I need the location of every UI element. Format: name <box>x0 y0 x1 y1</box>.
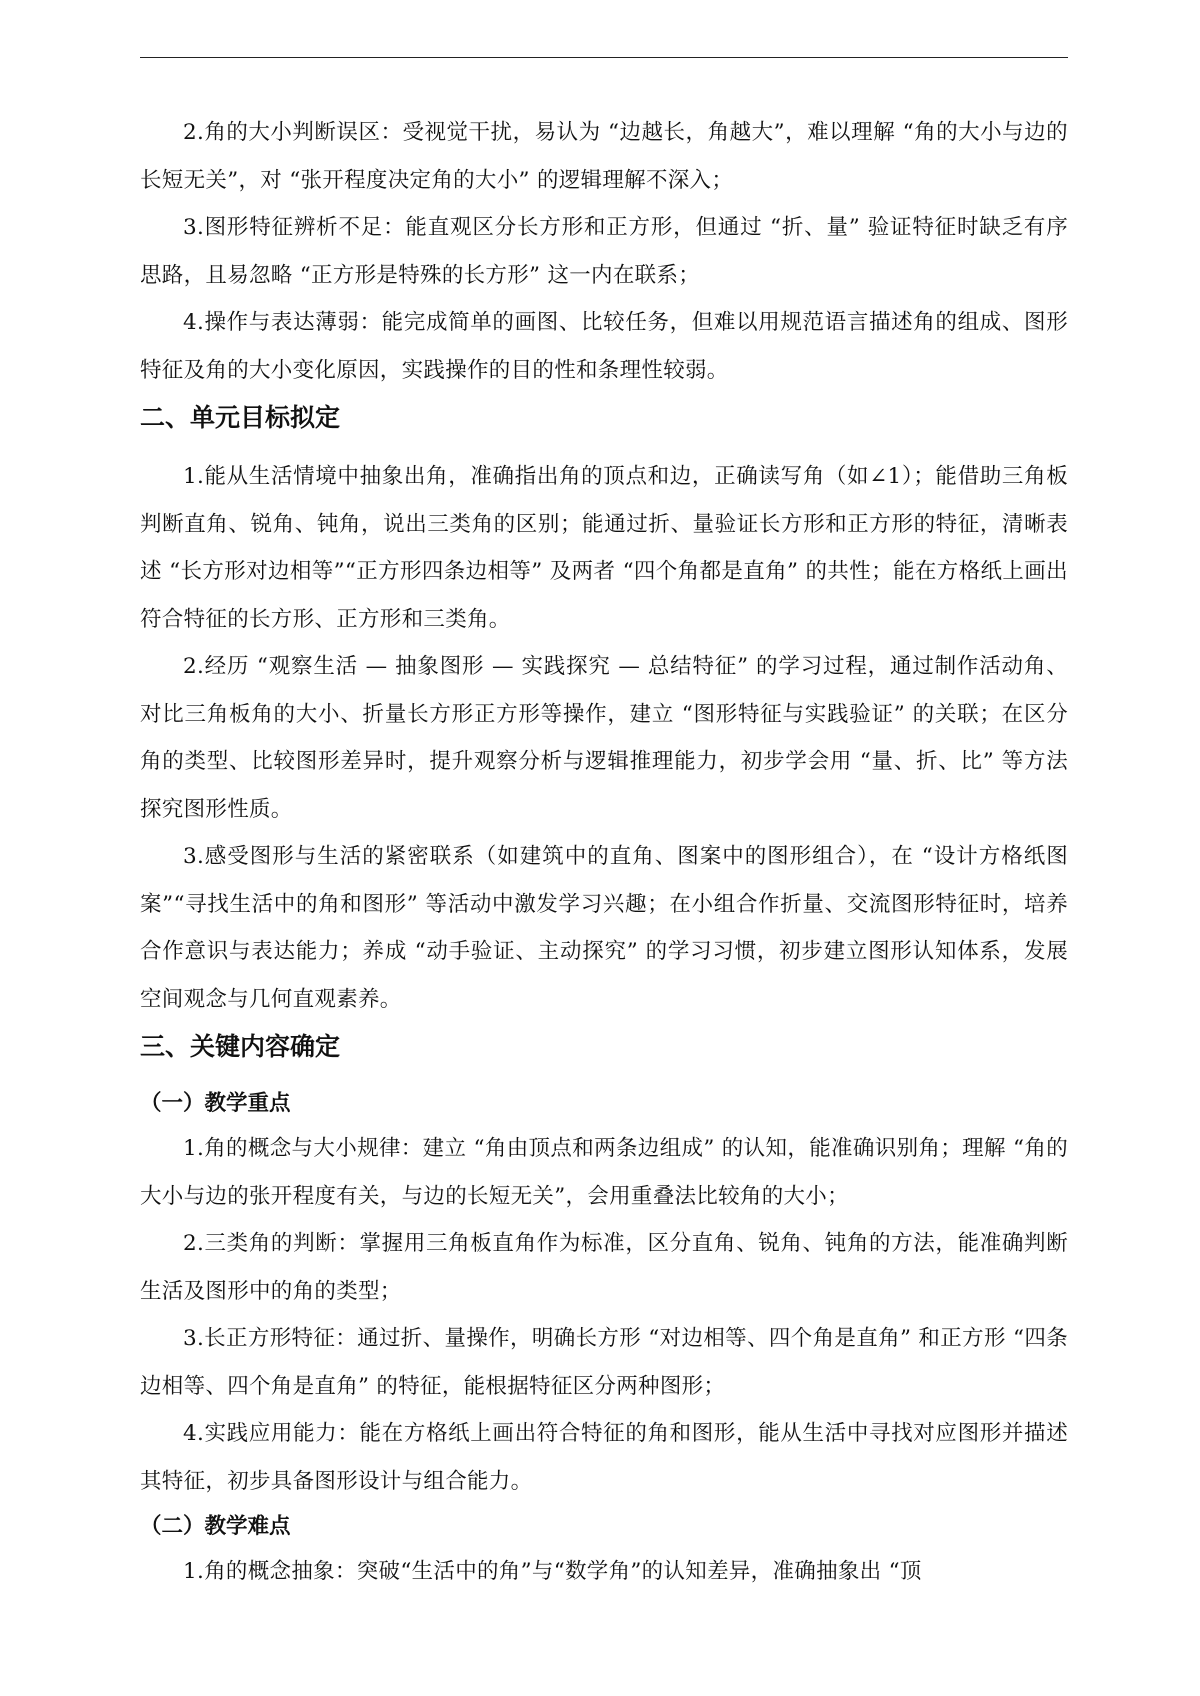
focus-item-1: 1.角的概念与大小规律：建立 “角由顶点和两条边组成” 的认知，能准确识别角；理解 “角的大小与边的张开程度有关，与边的长短无关”，会用重叠法比较角的大小； <box>140 1136 1068 1209</box>
difficulty-item-1: 1.角的概念抽象：突破“生活中的角”与“数学角”的认知差异，准确抽象出 “顶 <box>183 1559 922 1584</box>
focus-item-3: 3.长正方形特征：通过折、量操作，明确长方形 “对边相等、四个角是直角” 和正方形 “四条边相等、四个角是直角” 的特征，能根据特征区分两种图形； <box>140 1326 1068 1399</box>
subheading-teaching-difficulty: （二）教学难点 <box>140 1514 291 1539</box>
subheading-teaching-focus: （一）教学重点 <box>140 1091 291 1116</box>
goal-item-3: 3.感受图形与生活的紧密联系（如建筑中的直角、图案中的图形组合），在 “设计方格纸图案”“寻找生活中的角和图形” 等活动中激发学习兴趣；在小组合作折量、交流图形特征时，培养合作意识与表达能力；养成 “动手验证、主动探究” 的学习习惯，初步建立图形认知体系，发展空间观念与几何直观素养。 <box>140 844 1068 1012</box>
analysis-item-3: 3.图形特征辨析不足：能直观区分长方形和正方形，但通过 “折、量” 验证特征时缺乏有序思路，且易忽略 “正方形是特殊的长方形” 这一内在联系； <box>140 215 1068 288</box>
section-heading-goals: 二、单元目标拟定 <box>140 403 341 432</box>
section-heading-key-content: 三、关键内容确定 <box>140 1032 341 1061</box>
document-body <box>140 109 1068 1596</box>
focus-item-2: 2.三类角的判断：掌握用三角板直角作为标准，区分直角、锐角、钝角的方法，能准确判断生活及图形中的角的类型； <box>140 1231 1068 1304</box>
analysis-item-2: 2.角的大小判断误区：受视觉干扰，易认为 “边越长，角越大”，难以理解 “角的大小与边的长短无关”，对 “张开程度决定角的大小” 的逻辑理解不深入； <box>140 120 1068 193</box>
goal-item-1: 1.能从生活情境中抽象出角，准确指出角的顶点和边，正确读写角（如∠1）；能借助三角板判断直角、锐角、钝角，说出三类角的区别；能通过折、量验证长方形和正方形的特征，清晰表述 “长方形对边相等”“正方形四条边相等” 及两者 “四个角都是直角” 的共性；能在方格纸上画出符合特征的长方形、正方形和三类角。 <box>140 464 1068 632</box>
header-rule <box>140 57 1068 58</box>
focus-item-4: 4.实践应用能力：能在方格纸上画出符合特征的角和图形，能从生活中寻找对应图形并描述其特征，初步具备图形设计与组合能力。 <box>140 1421 1068 1494</box>
analysis-item-4: 4.操作与表达薄弱：能完成简单的画图、比较任务，但难以用规范语言描述角的组成、图形特征及角的大小变化原因，实践操作的目的性和条理性较弱。 <box>140 310 1068 383</box>
goal-item-2: 2.经历 “观察生活 — 抽象图形 — 实践探究 — 总结特征” 的学习过程，通过制作活动角、对比三角板角的大小、折量长方形正方形等操作，建立 “图形特征与实践验证” 的关联；在区分角的类型、比较图形差异时，提升观察分析与逻辑推理能力，初步学会用 “量、折、比” 等方法探究图形性质。 <box>140 654 1068 822</box>
